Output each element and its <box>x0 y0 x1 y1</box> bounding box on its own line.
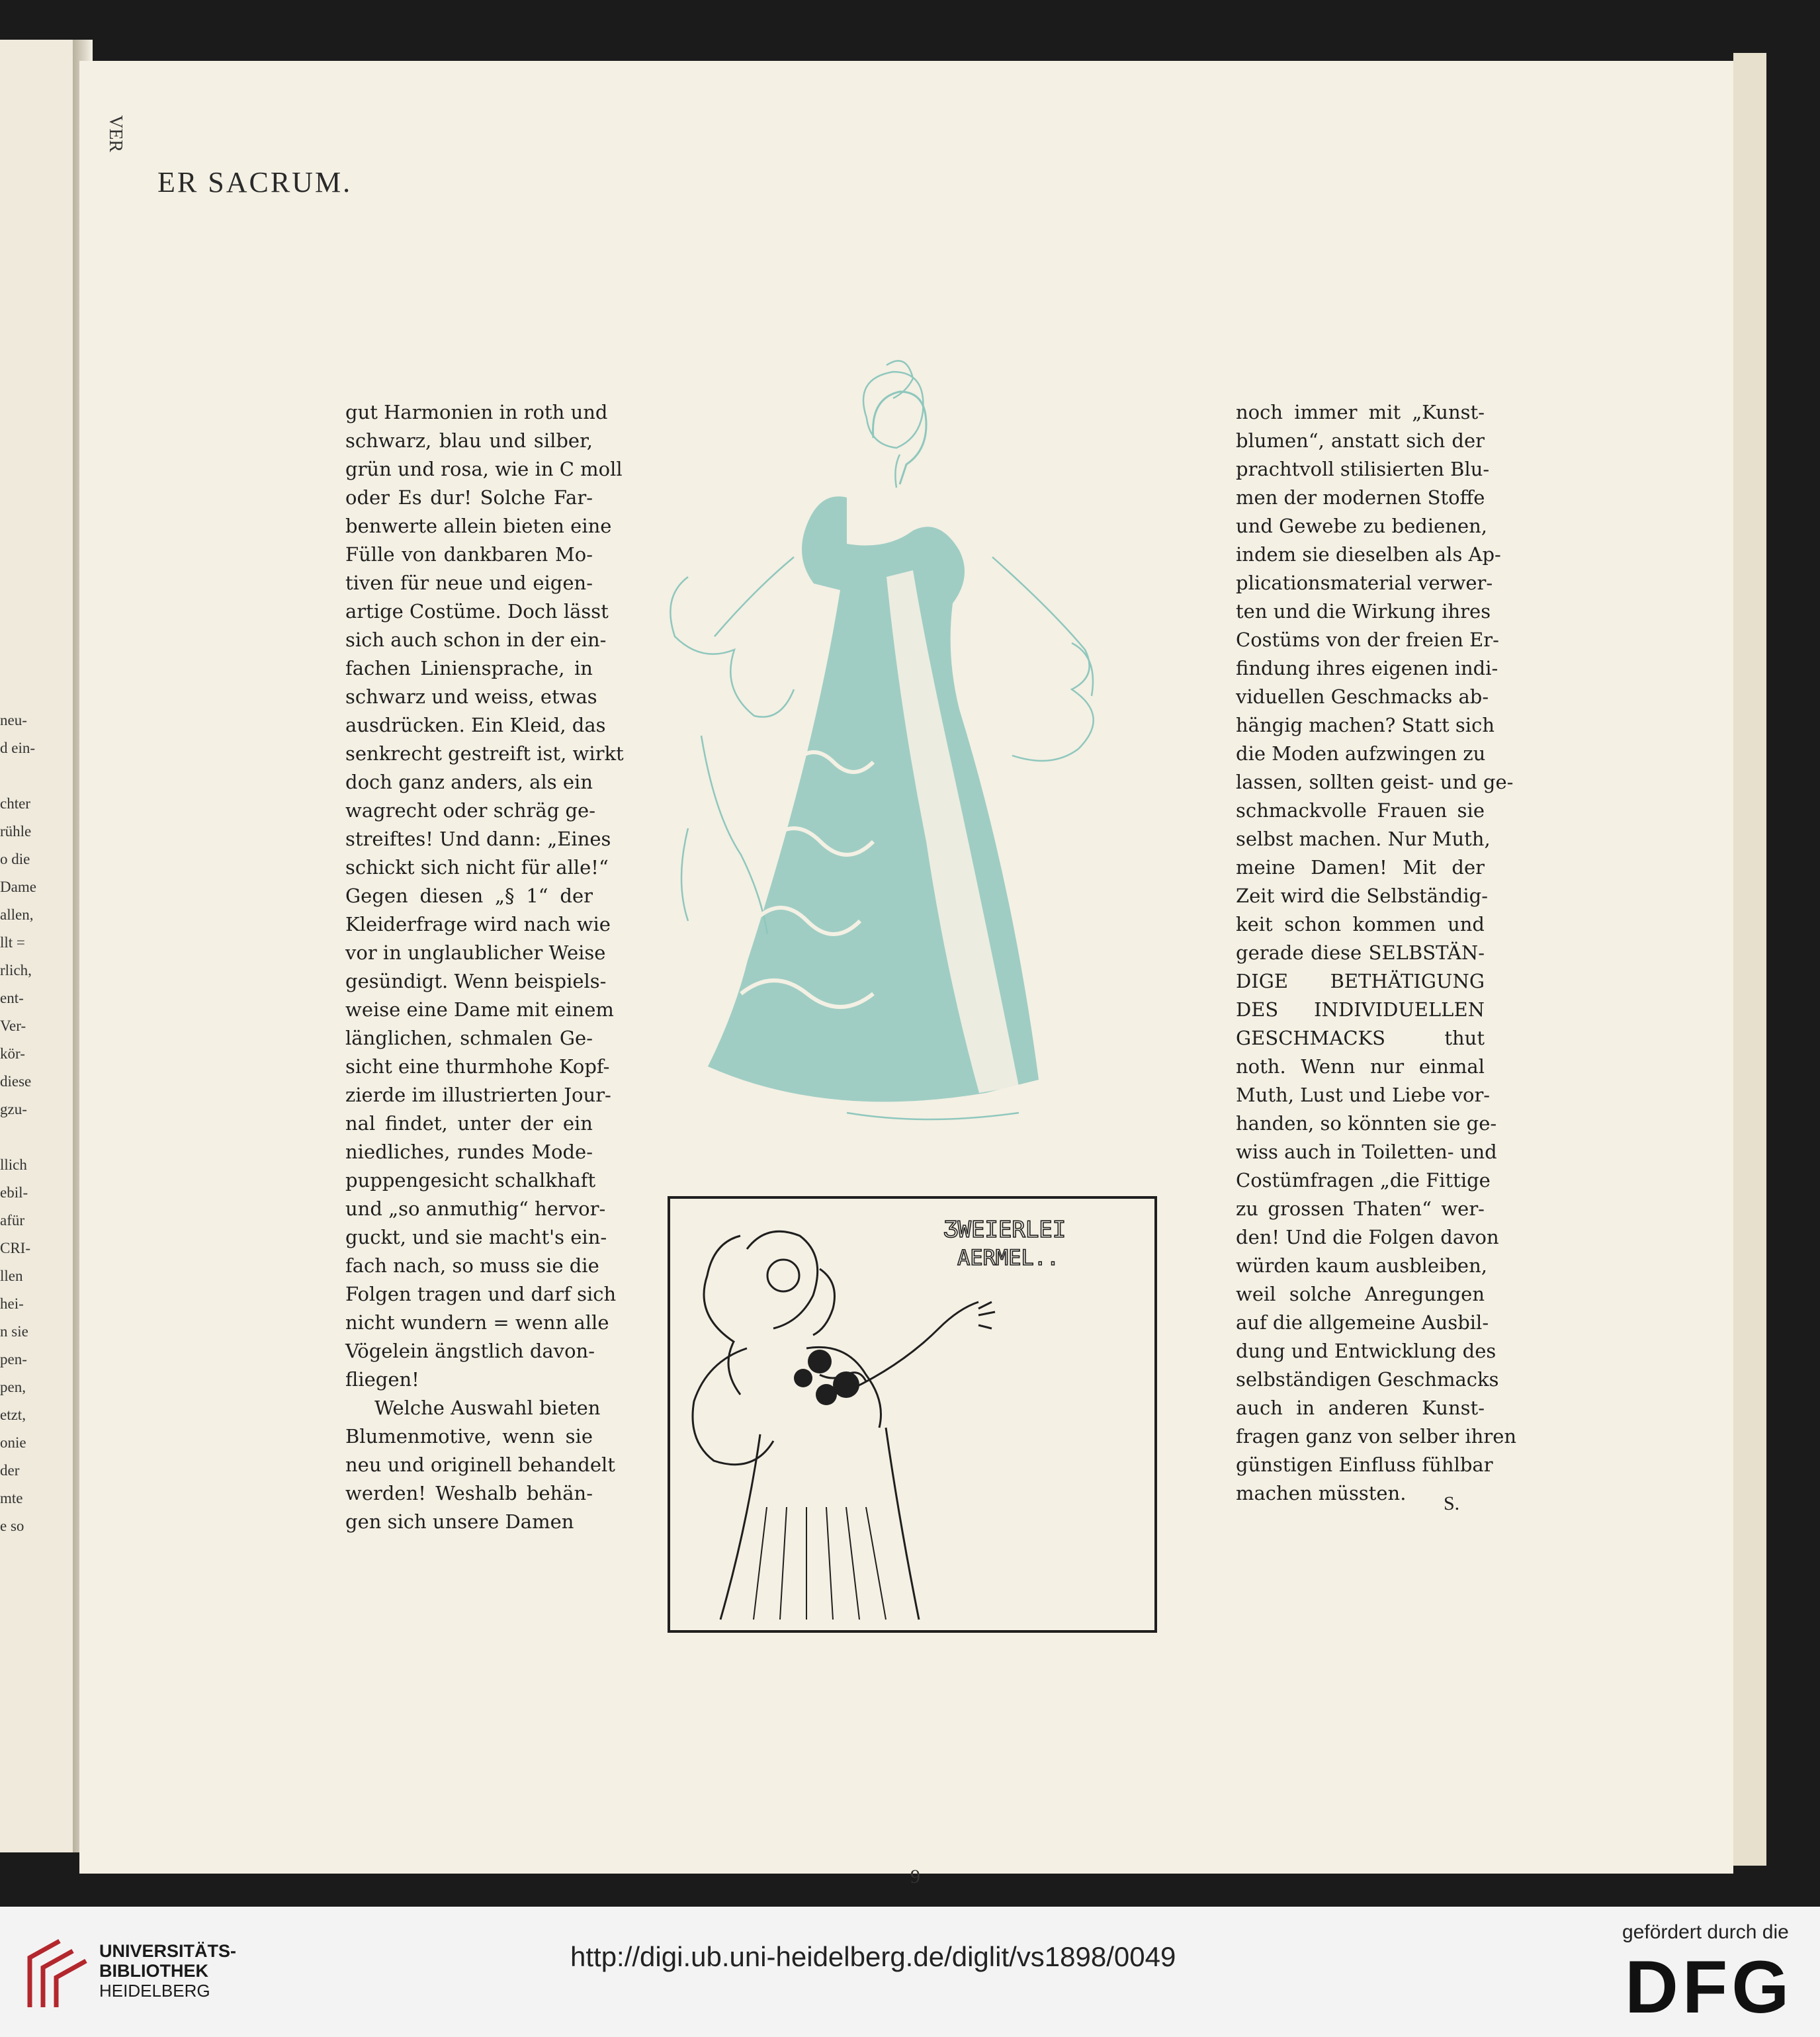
margin-fragment: llen <box>0 1268 23 1284</box>
text-line: Zeit wird die Selbständig- <box>1236 885 1488 907</box>
margin-fragment: mte <box>0 1490 23 1506</box>
text-line: schickt sich nicht für alle!“ <box>345 856 609 879</box>
text-line: puppengesicht schalkhaft <box>345 1169 596 1192</box>
margin-fragment: Ver- <box>0 1018 26 1034</box>
text-line: weil solche Anregungen <box>1236 1283 1485 1305</box>
text-line: Muth, Lust und Liebe vor- <box>1236 1084 1491 1106</box>
library-name-line1: UNIVERSITÄTS- <box>99 1941 237 1961</box>
text-line: machen müssten. <box>1236 1482 1407 1504</box>
text-line: plicationsmaterial verwer- <box>1236 572 1493 594</box>
margin-fragment: kör- <box>0 1045 25 1062</box>
page-edge <box>1733 53 1766 1866</box>
text-line: Gegen diesen „§ 1“ der <box>345 885 593 907</box>
running-head: ER SACRUM. <box>157 166 353 198</box>
text-line: vor in unglaublicher Weise <box>345 941 606 964</box>
text-line: Folgen tragen und darf sich <box>345 1283 617 1305</box>
text-line: artige Costüme. Doch lässt <box>345 600 609 623</box>
text-line: länglichen, schmalen Ge- <box>345 1027 593 1049</box>
text-line: noth. Wenn nur einmal <box>1236 1055 1485 1078</box>
funded-by-label: gefördert durch die <box>1622 1921 1789 1943</box>
text-line: sicht eine thurmhohe Kopf- <box>345 1055 610 1078</box>
margin-fragment: allen, <box>0 906 34 923</box>
margin-fragment: llt = <box>0 934 25 951</box>
margin-fragment: ent- <box>0 990 24 1006</box>
text-line: niedliches, rundes Mode- <box>345 1141 593 1163</box>
margin-fragment: hei- <box>0 1295 24 1312</box>
text-line: senkrecht gestreift ist, wirkt <box>345 742 624 765</box>
text-line: hängig machen? Statt sich <box>1236 714 1495 736</box>
illustration-caption-line1: ƷWEIERLEI <box>944 1217 1066 1243</box>
text-line: guckt, und sie macht's ein- <box>345 1226 607 1248</box>
text-line: gut Harmonien in roth und <box>345 401 608 423</box>
margin-fragment: pen- <box>0 1351 27 1367</box>
text-line: und „so anmuthig“ hervor- <box>345 1197 606 1220</box>
margin-fragment: onie <box>0 1434 26 1451</box>
text-line: ten und die Wirkung ihres <box>1236 600 1491 623</box>
text-line: Kleiderfrage wird nach wie <box>345 913 611 935</box>
text-line: den! Und die Folgen davon <box>1236 1226 1499 1248</box>
margin-fragment: o die <box>0 851 30 867</box>
library-name-line2: BIBLIOTHEK <box>99 1961 208 1981</box>
margin-fragment: Dame <box>0 879 36 895</box>
library-name-line3: HEIDELBERG <box>99 1981 210 2001</box>
text-line: meine Damen! Mit der <box>1236 856 1485 879</box>
text-line: selbst machen. Nur Muth, <box>1236 828 1491 850</box>
margin-fragment: rlich, <box>0 962 32 978</box>
text-line: findung ihres eigenen indi- <box>1236 657 1498 679</box>
text-line: fragen ganz von selber ihren <box>1236 1425 1517 1448</box>
margin-fragment: n sie <box>0 1323 28 1340</box>
illustration-frame <box>669 1197 1156 1631</box>
text-line: neu und originell behandelt <box>345 1453 615 1476</box>
text-line: DES INDIVIDUELLEN <box>1236 998 1485 1021</box>
text-line: sich auch schon in der ein- <box>345 628 607 651</box>
margin-fragment: der <box>0 1462 20 1479</box>
text-line: prachtvoll stilisierten Blu- <box>1236 458 1490 480</box>
text-line: schwarz und weiss, etwas <box>345 685 597 708</box>
text-line: die Moden aufzwingen zu <box>1236 742 1486 765</box>
sleeves-illustration <box>668 1196 1157 1633</box>
text-line: auch in anderen Kunst- <box>1236 1397 1485 1419</box>
margin-fragment: etzt, <box>0 1407 26 1423</box>
text-line: blumen“, anstatt sich der <box>1236 429 1485 452</box>
text-line: Costümfragen „die Fittige <box>1236 1169 1491 1192</box>
text-line: keit schon kommen und <box>1236 913 1485 935</box>
text-line: dung und Entwicklung des <box>1236 1340 1496 1362</box>
text-line: Vögelein ängstlich davon- <box>345 1340 595 1362</box>
text-line: wiss auch in Toiletten- und <box>1236 1141 1497 1163</box>
text-line: tiven für neue und eigen- <box>345 572 593 594</box>
book-page <box>79 61 1733 1887</box>
text-line: noch immer mit „Kunst- <box>1236 401 1485 423</box>
text-line: ausdrücken. Ein Kleid, das <box>345 714 606 736</box>
dfg-logo: DFG <box>1625 1946 1794 2028</box>
permalink-url[interactable]: http://digi.ub.uni-heidelberg.de/diglit/vs1898/0049 <box>570 1941 1176 1972</box>
text-line: fliegen! <box>345 1368 419 1391</box>
margin-fragment: neu- <box>0 712 27 728</box>
text-line: nal findet, unter der ein <box>345 1112 593 1135</box>
signature: S. <box>1444 1493 1460 1514</box>
text-line: schwarz, blau und silber, <box>345 429 593 452</box>
text-line: viduellen Geschmacks ab- <box>1236 685 1489 708</box>
margin-fragment: d ein- <box>0 740 36 756</box>
text-line: fach nach, so muss sie die <box>345 1254 599 1277</box>
text-line: Fülle von dankbaren Mo- <box>345 543 593 566</box>
text-line: fachen Liniensprache, in <box>345 657 593 679</box>
page-number: 9 <box>910 1866 920 1887</box>
text-line: selbständigen Geschmacks <box>1236 1368 1499 1391</box>
text-line: zierde im illustrierten Jour- <box>345 1084 611 1106</box>
text-line: günstigen Einfluss fühlbar <box>1236 1453 1493 1476</box>
head <box>873 392 927 484</box>
text-line: Costüms von der freien Er- <box>1236 628 1499 651</box>
margin-fragment: gzu- <box>0 1101 27 1117</box>
text-line: Blumenmotive, wenn sie <box>345 1425 593 1448</box>
margin-fragment: ebil- <box>0 1184 28 1201</box>
text-line: grün und rosa, wie in C moll <box>345 458 623 480</box>
text-line: men der modernen Stoffe <box>1236 486 1485 509</box>
dress-illustration <box>648 339 1191 1133</box>
footer-bar <box>0 1907 1820 2037</box>
text-line: wagrecht oder schräg ge- <box>345 799 596 822</box>
text-line: schmackvolle Frauen sie <box>1236 799 1485 822</box>
text-line: gesündigt. Wenn beispiels- <box>345 970 607 992</box>
margin-fragment: chter <box>0 795 30 812</box>
text-line: auf die allgemeine Ausbil- <box>1236 1311 1489 1334</box>
text-line: weise eine Dame mit einem <box>345 998 614 1021</box>
text-line: GESCHMACKS thut <box>1236 1027 1485 1049</box>
text-line: Welche Auswahl bieten <box>374 1397 601 1419</box>
margin-fragment: e so <box>0 1518 24 1534</box>
text-line: oder Es dur! Solche Far- <box>345 486 593 509</box>
text-column-right <box>1236 398 1517 1508</box>
text-line: lassen, sollten geist- und ge- <box>1236 771 1514 793</box>
margin-fragment: CRI- <box>0 1240 30 1256</box>
text-line: werden! Weshalb behän- <box>345 1482 593 1504</box>
text-line: würden kaum ausbleiben, <box>1236 1254 1487 1277</box>
text-line: indem sie dieselben als Ap- <box>1236 543 1501 566</box>
text-column-left <box>345 398 624 1536</box>
text-line: zu grossen Thaten“ wer- <box>1236 1197 1485 1220</box>
text-line: DIGE BETHÄTIGUNG <box>1236 970 1485 992</box>
text-line: gerade diese SELBSTÄN- <box>1236 941 1485 964</box>
library-name <box>99 1941 236 2001</box>
text-line: nicht wundern = wenn alle <box>345 1311 609 1334</box>
margin-fragment: rühle <box>0 823 32 840</box>
text-line: benwerte allein bieten eine <box>345 515 612 537</box>
margin-fragment: diese <box>0 1073 32 1090</box>
text-line: und Gewebe zu bedienen, <box>1236 515 1488 537</box>
text-line: gen sich unsere Damen <box>345 1510 574 1533</box>
margin-fragment: llich <box>0 1156 27 1173</box>
illustration-caption-line2: AERMEL.. <box>957 1245 1060 1270</box>
running-head-vertical: VER <box>105 115 126 152</box>
text-line: handen, so könnten sie ge- <box>1236 1112 1497 1135</box>
margin-fragment: pen, <box>0 1379 26 1395</box>
text-line: streiftes! Und dann: „Eines <box>345 828 611 850</box>
text-line: doch ganz anders, als ein <box>345 771 593 793</box>
margin-fragment: afür <box>0 1212 25 1229</box>
library-logo-icon <box>20 1928 93 2014</box>
